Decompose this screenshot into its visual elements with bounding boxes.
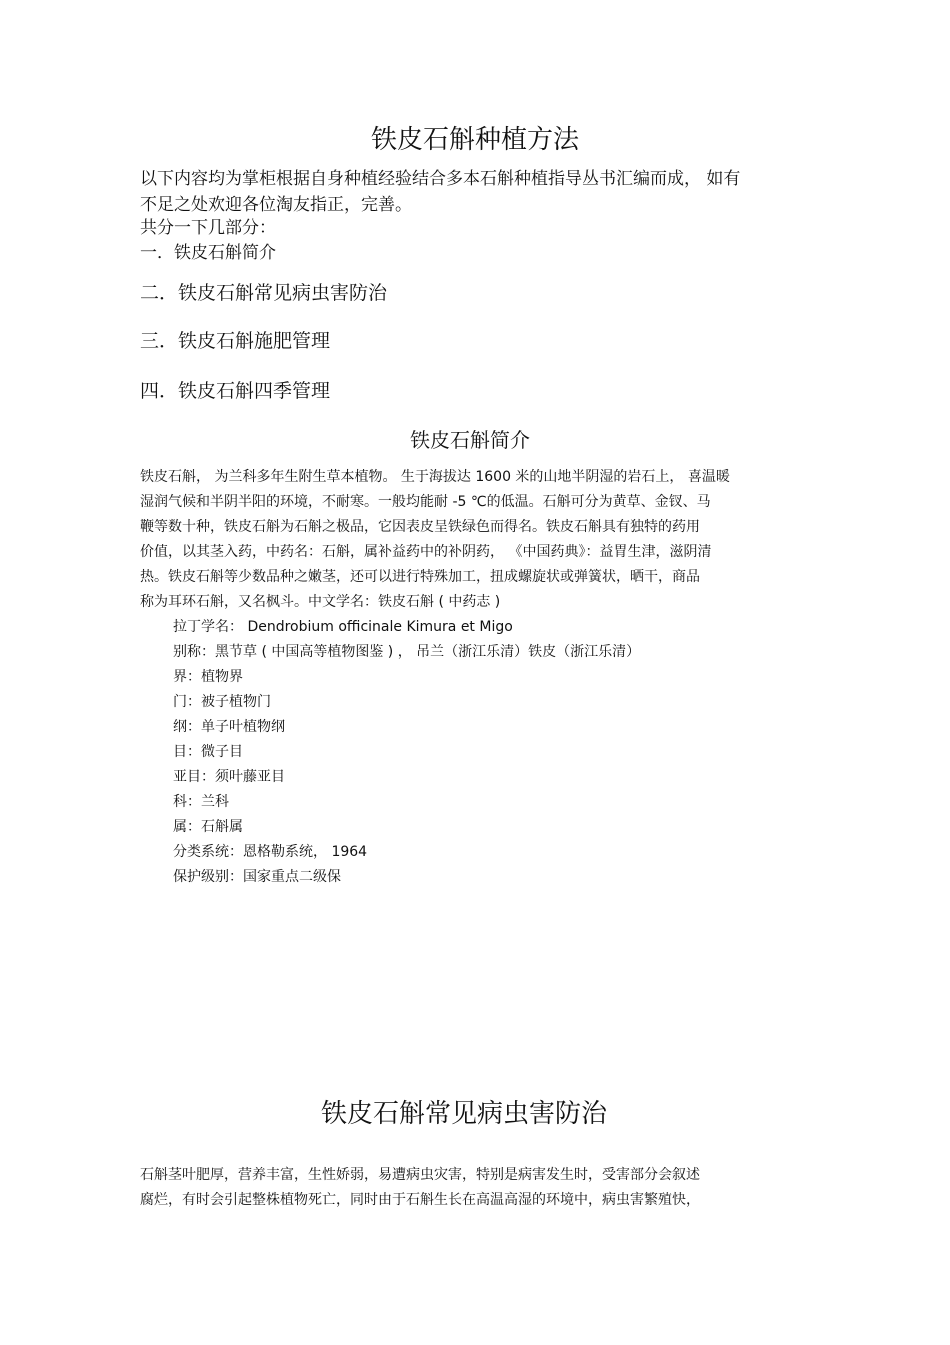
intro-line: 以下内容均为掌柜根据自身种植经验结合多本石斛种植指导丛书汇编而成， 如有 xyxy=(140,169,741,189)
toc-item: 二．铁皮石斛常见病虫害防治 xyxy=(140,282,388,304)
paragraph-line: 价值，以其茎入药，中药名：石斛，属补益药中的补阴药， 《中国药典》：益胃生津，滋阴清 xyxy=(140,544,712,560)
fact-line: 界：植物界 xyxy=(173,669,243,685)
intro-line: 不足之处欢迎各位淘友指正，完善。 xyxy=(140,195,412,215)
paragraph-line: 称为耳环石斛，又名枫斗。中文学名：铁皮石斛 ( 中药志 ) xyxy=(140,594,501,610)
fact-line: 科：兰科 xyxy=(173,794,229,810)
paragraph-line: 热。铁皮石斛等少数品种之嫩茎，还可以进行特殊加工，扭成螺旋状或弹簧状，晒干，商品 xyxy=(140,569,700,585)
fact-line: 亚目：须叶藤亚目 xyxy=(173,769,285,785)
fact-line: 目：微子目 xyxy=(173,744,243,760)
document-title: 铁皮石斛种植方法 xyxy=(370,125,579,155)
toc-item: 一．铁皮石斛简介 xyxy=(140,243,276,263)
paragraph-line: 湿润气候和半阴半阳的环境，不耐寒。一般均能耐 -5 ℃的低温。石斛可分为黄草、金钗、马 xyxy=(140,494,711,510)
fact-line: 门：被子植物门 xyxy=(173,694,271,710)
fact-line: 属：石斛属 xyxy=(173,819,243,835)
fact-line: 保护级别：国家重点二级保 xyxy=(173,869,341,885)
fact-line: 拉丁学名： Dendrobium officinale Kimura et Migo xyxy=(173,619,513,635)
toc-item: 三．铁皮石斛施肥管理 xyxy=(140,330,331,352)
intro-line: 共分一下几部分： xyxy=(140,218,276,238)
fact-line: 分类系统：恩格勒系统， 1964 xyxy=(173,844,368,860)
section-heading-intro: 铁皮石斛简介 xyxy=(410,428,530,452)
section-heading-pests: 铁皮石斛常见病虫害防治 xyxy=(320,1099,607,1129)
fact-line: 别称：黑节草 ( 中国高等植物图鉴 ) ， 吊兰（浙江乐清）铁皮（浙江乐清） xyxy=(173,644,641,660)
toc-item: 四．铁皮石斛四季管理 xyxy=(140,380,331,402)
paragraph-line: 石斛茎叶肥厚，营养丰富，生性娇弱，易遭病虫灾害，特别是病害发生时，受害部分会叙述 xyxy=(140,1167,700,1183)
paragraph-line: 腐烂，有时会引起整株植物死亡，同时由于石斛生长在高温高湿的环境中，病虫害繁殖快， xyxy=(140,1192,700,1208)
fact-line: 纲：单子叶植物纲 xyxy=(173,719,285,735)
paragraph-line: 铁皮石斛， 为兰科多年生附生草本植物。 生于海拔达 1600 米的山地半阴湿的岩石上， 喜温暖 xyxy=(140,469,730,485)
paragraph-line: 鞭等数十种，铁皮石斛为石斛之极品，它因表皮呈铁绿色而得名。铁皮石斛具有独特的药用 xyxy=(140,519,700,535)
